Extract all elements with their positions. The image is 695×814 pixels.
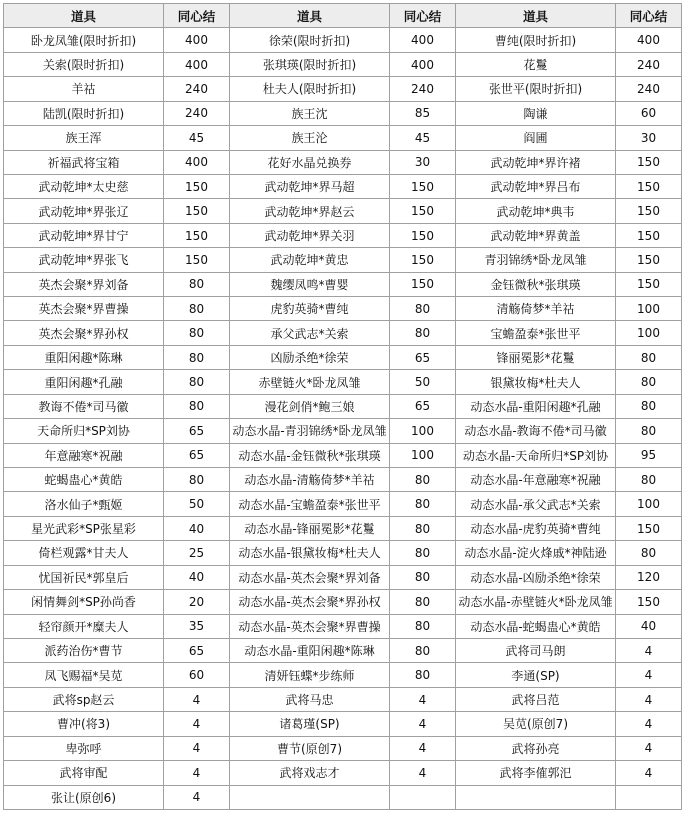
item-value-cell: 150 bbox=[164, 199, 230, 223]
item-value-cell: 4 bbox=[390, 712, 456, 736]
item-value-cell: 4 bbox=[164, 712, 230, 736]
item-name-cell: 张让(原创6) bbox=[4, 785, 164, 809]
item-name-cell: 武将李傕郭汜 bbox=[456, 761, 616, 785]
item-name-cell: 宝蟾盈泰*张世平 bbox=[456, 321, 616, 345]
item-name-cell: 倚栏观露*甘夫人 bbox=[4, 541, 164, 565]
item-name-cell: 武动乾坤*界黄盖 bbox=[456, 223, 616, 247]
item-value-cell: 150 bbox=[164, 223, 230, 247]
header-item-col-2: 道具 bbox=[230, 4, 390, 28]
item-name-cell: 英杰会聚*界曹操 bbox=[4, 297, 164, 321]
table-row bbox=[4, 101, 682, 125]
item-value-cell: 65 bbox=[390, 394, 456, 418]
item-name-cell: 武将审配 bbox=[4, 761, 164, 785]
item-name-cell: 花鬘 bbox=[456, 52, 616, 76]
table-row bbox=[4, 687, 682, 711]
item-name-cell: 吴苋(原创7) bbox=[456, 712, 616, 736]
item-value-cell: 150 bbox=[616, 223, 682, 247]
item-value-cell: 100 bbox=[616, 321, 682, 345]
item-value-cell: 65 bbox=[164, 419, 230, 443]
item-name-cell: 承父武志*关索 bbox=[230, 321, 390, 345]
item-value-cell: 400 bbox=[390, 52, 456, 76]
item-value-cell: 150 bbox=[390, 174, 456, 198]
header-value-col-3: 同心结 bbox=[616, 4, 682, 28]
item-value-cell: 240 bbox=[390, 77, 456, 101]
item-value-cell: 80 bbox=[390, 614, 456, 638]
item-name-cell: 虎豹英骑*曹纯 bbox=[230, 297, 390, 321]
header-item-col-3: 道具 bbox=[456, 4, 616, 28]
header-value-col-1: 同心结 bbox=[164, 4, 230, 28]
item-name-cell: 忧国祈民*郭皇后 bbox=[4, 565, 164, 589]
item-value-cell: 80 bbox=[390, 468, 456, 492]
item-name-cell: 陆凯(限时折扣) bbox=[4, 101, 164, 125]
item-value-cell: 150 bbox=[390, 199, 456, 223]
item-name-cell: 年意融寒*祝融 bbox=[4, 443, 164, 467]
item-value-cell: 50 bbox=[390, 370, 456, 394]
item-name-cell: 武将戏志才 bbox=[230, 761, 390, 785]
item-name-cell: 武动乾坤*界赵云 bbox=[230, 199, 390, 223]
item-value-cell: 30 bbox=[616, 126, 682, 150]
item-name-cell: 蛇蝎蛊心*黄皓 bbox=[4, 468, 164, 492]
item-name-cell: 祈福武将宝箱 bbox=[4, 150, 164, 174]
item-name-cell: 陶谦 bbox=[456, 101, 616, 125]
item-name-cell: 凤飞赐福*吴苋 bbox=[4, 663, 164, 687]
table-row bbox=[4, 394, 682, 418]
table-row bbox=[4, 785, 682, 809]
item-name-cell: 武将sp赵云 bbox=[4, 687, 164, 711]
item-value-cell: 150 bbox=[616, 174, 682, 198]
table-header-row bbox=[4, 4, 682, 28]
item-value-cell: 25 bbox=[164, 541, 230, 565]
item-name-cell: 派药治伤*曹节 bbox=[4, 638, 164, 662]
table-row bbox=[4, 638, 682, 662]
item-value-cell: 80 bbox=[390, 516, 456, 540]
item-name-cell: 武动乾坤*界张辽 bbox=[4, 199, 164, 223]
item-value-cell: 20 bbox=[164, 590, 230, 614]
item-value-cell: 150 bbox=[390, 272, 456, 296]
item-name-cell: 闲情舞剑*SP孙尚香 bbox=[4, 590, 164, 614]
item-name-cell: 武动乾坤*界许褚 bbox=[456, 150, 616, 174]
item-value-cell: 120 bbox=[616, 565, 682, 589]
item-name-cell: 族王沦 bbox=[230, 126, 390, 150]
item-value-cell: 240 bbox=[616, 52, 682, 76]
item-name-cell: 凶励杀绝*徐荣 bbox=[230, 345, 390, 369]
table-row bbox=[4, 712, 682, 736]
item-value-cell: 80 bbox=[390, 663, 456, 687]
item-name-cell: 动态水晶-清觞倚梦*羊祜 bbox=[230, 468, 390, 492]
item-name-cell: 武动乾坤*界张飞 bbox=[4, 248, 164, 272]
item-name-cell: 族王浑 bbox=[4, 126, 164, 150]
item-table-container bbox=[3, 3, 682, 810]
item-value-cell: 80 bbox=[390, 321, 456, 345]
item-name-cell: 动态水晶-赤壁链火*卧龙凤雏 bbox=[456, 590, 616, 614]
item-value-cell: 65 bbox=[164, 443, 230, 467]
item-name-cell: 武动乾坤*太史慈 bbox=[4, 174, 164, 198]
item-value-cell: 80 bbox=[616, 419, 682, 443]
item-name-cell: 武将司马朗 bbox=[456, 638, 616, 662]
item-value-cell: 4 bbox=[616, 663, 682, 687]
item-value-cell: 400 bbox=[164, 52, 230, 76]
table-row bbox=[4, 761, 682, 785]
table-row bbox=[4, 516, 682, 540]
item-name-cell: 张世平(限时折扣) bbox=[456, 77, 616, 101]
item-name-cell: 英杰会聚*界刘备 bbox=[4, 272, 164, 296]
item-value-cell: 4 bbox=[164, 736, 230, 760]
item-name-cell: 动态水晶-宝蟾盈泰*张世平 bbox=[230, 492, 390, 516]
table-row bbox=[4, 150, 682, 174]
item-name-cell: 武将吕范 bbox=[456, 687, 616, 711]
item-value-cell: 80 bbox=[164, 272, 230, 296]
table-row bbox=[4, 77, 682, 101]
item-name-cell: 动态水晶-重阳闲趣*孔融 bbox=[456, 394, 616, 418]
item-value-cell: 65 bbox=[390, 345, 456, 369]
item-name-cell: 李通(SP) bbox=[456, 663, 616, 687]
item-name-cell: 曹冲(将3) bbox=[4, 712, 164, 736]
item-value-cell bbox=[390, 785, 456, 809]
item-name-cell: 花好水晶兑换券 bbox=[230, 150, 390, 174]
item-name-cell: 动态水晶-淀火烽戚*神陆逊 bbox=[456, 541, 616, 565]
item-name-cell: 清妍钰蝶*步练师 bbox=[230, 663, 390, 687]
item-value-cell: 150 bbox=[164, 174, 230, 198]
item-name-cell: 洛水仙子*甄姬 bbox=[4, 492, 164, 516]
item-name-cell: 诸葛瑾(SP) bbox=[230, 712, 390, 736]
table-row bbox=[4, 492, 682, 516]
table-row bbox=[4, 345, 682, 369]
item-name-cell: 动态水晶-蛇蝎蛊心*黄皓 bbox=[456, 614, 616, 638]
table-row bbox=[4, 614, 682, 638]
item-value-cell: 80 bbox=[616, 370, 682, 394]
item-name-cell: 魏缨凤鸣*曹婴 bbox=[230, 272, 390, 296]
item-value-cell: 40 bbox=[164, 565, 230, 589]
item-value-cell: 80 bbox=[390, 638, 456, 662]
item-name-cell: 轻帘颜开*糜夫人 bbox=[4, 614, 164, 638]
item-name-cell: 动态水晶-锋丽冕影*花鬘 bbox=[230, 516, 390, 540]
item-name-cell: 武将马忠 bbox=[230, 687, 390, 711]
item-value-cell: 4 bbox=[616, 638, 682, 662]
item-name-cell: 动态水晶-天命所归*SP刘协 bbox=[456, 443, 616, 467]
item-name-cell: 动态水晶-银黛妆梅*杜夫人 bbox=[230, 541, 390, 565]
header-value-col-2: 同心结 bbox=[390, 4, 456, 28]
item-name-cell: 动态水晶-凶励杀绝*徐荣 bbox=[456, 565, 616, 589]
item-name-cell: 族王沈 bbox=[230, 101, 390, 125]
table-row bbox=[4, 736, 682, 760]
item-value-cell: 4 bbox=[164, 761, 230, 785]
table-row bbox=[4, 126, 682, 150]
item-value-cell: 80 bbox=[390, 565, 456, 589]
item-name-cell: 武动乾坤*典韦 bbox=[456, 199, 616, 223]
item-name-cell: 青羽锦绣*卧龙凤雏 bbox=[456, 248, 616, 272]
item-value-cell: 45 bbox=[390, 126, 456, 150]
item-name-cell: 卧龙凤雏(限时折扣) bbox=[4, 28, 164, 52]
item-name-cell: 动态水晶-教诲不倦*司马徽 bbox=[456, 419, 616, 443]
table-row bbox=[4, 541, 682, 565]
item-value-cell: 80 bbox=[616, 468, 682, 492]
table-row bbox=[4, 590, 682, 614]
item-name-cell: 武动乾坤*界甘宁 bbox=[4, 223, 164, 247]
item-value-cell: 80 bbox=[390, 590, 456, 614]
item-value-cell: 80 bbox=[164, 394, 230, 418]
item-name-cell: 动态水晶-承父武志*关索 bbox=[456, 492, 616, 516]
item-value-table bbox=[3, 3, 682, 810]
item-value-cell: 4 bbox=[616, 736, 682, 760]
table-row bbox=[4, 468, 682, 492]
item-name-cell: 关索(限时折扣) bbox=[4, 52, 164, 76]
table-row bbox=[4, 419, 682, 443]
item-value-cell: 80 bbox=[390, 541, 456, 565]
item-name-cell: 曹节(原创7) bbox=[230, 736, 390, 760]
item-value-cell: 40 bbox=[164, 516, 230, 540]
item-value-cell: 4 bbox=[616, 687, 682, 711]
table-row bbox=[4, 174, 682, 198]
item-value-cell: 45 bbox=[164, 126, 230, 150]
item-name-cell: 动态水晶-虎豹英骑*曹纯 bbox=[456, 516, 616, 540]
item-name-cell: 金钰微秋*张琪瑛 bbox=[456, 272, 616, 296]
item-name-cell: 武动乾坤*界吕布 bbox=[456, 174, 616, 198]
item-name-cell: 银黛妆梅*杜夫人 bbox=[456, 370, 616, 394]
item-name-cell bbox=[230, 785, 390, 809]
item-value-cell: 100 bbox=[616, 297, 682, 321]
item-value-cell: 240 bbox=[164, 101, 230, 125]
item-name-cell: 清觞倚梦*羊祜 bbox=[456, 297, 616, 321]
item-value-cell: 150 bbox=[616, 272, 682, 296]
item-name-cell: 动态水晶-重阳闲趣*陈琳 bbox=[230, 638, 390, 662]
item-value-cell: 80 bbox=[616, 394, 682, 418]
item-name-cell: 武动乾坤*界关羽 bbox=[230, 223, 390, 247]
item-value-cell: 4 bbox=[390, 736, 456, 760]
item-name-cell: 星光武彩*SP张星彩 bbox=[4, 516, 164, 540]
item-name-cell: 动态水晶-青羽锦绣*卧龙凤雏 bbox=[230, 419, 390, 443]
item-name-cell: 武动乾坤*黄忠 bbox=[230, 248, 390, 272]
item-value-cell: 80 bbox=[164, 321, 230, 345]
table-row bbox=[4, 223, 682, 247]
header-item-col-1: 道具 bbox=[4, 4, 164, 28]
item-name-cell: 羊祜 bbox=[4, 77, 164, 101]
item-value-cell: 60 bbox=[164, 663, 230, 687]
item-value-cell: 240 bbox=[164, 77, 230, 101]
item-value-cell: 4 bbox=[616, 761, 682, 785]
item-name-cell: 漫花剑俏*鲍三娘 bbox=[230, 394, 390, 418]
item-name-cell: 动态水晶-英杰会聚*界刘备 bbox=[230, 565, 390, 589]
item-value-cell: 80 bbox=[164, 370, 230, 394]
item-name-cell: 张琪瑛(限时折扣) bbox=[230, 52, 390, 76]
item-value-cell: 40 bbox=[616, 614, 682, 638]
item-name-cell: 阎圃 bbox=[456, 126, 616, 150]
item-name-cell: 徐荣(限时折扣) bbox=[230, 28, 390, 52]
item-value-cell: 4 bbox=[164, 687, 230, 711]
item-value-cell: 100 bbox=[616, 492, 682, 516]
item-value-cell: 150 bbox=[616, 590, 682, 614]
item-value-cell: 60 bbox=[616, 101, 682, 125]
item-value-cell: 150 bbox=[164, 248, 230, 272]
item-name-cell: 动态水晶-英杰会聚*界曹操 bbox=[230, 614, 390, 638]
item-value-cell: 65 bbox=[164, 638, 230, 662]
item-value-cell: 85 bbox=[390, 101, 456, 125]
table-row bbox=[4, 443, 682, 467]
item-name-cell: 英杰会聚*界孙权 bbox=[4, 321, 164, 345]
item-value-cell: 30 bbox=[390, 150, 456, 174]
item-value-cell: 150 bbox=[616, 248, 682, 272]
item-value-cell: 400 bbox=[164, 28, 230, 52]
item-value-cell: 400 bbox=[390, 28, 456, 52]
table-row bbox=[4, 663, 682, 687]
item-value-cell: 80 bbox=[164, 468, 230, 492]
item-value-cell: 80 bbox=[616, 541, 682, 565]
item-value-cell: 150 bbox=[390, 248, 456, 272]
item-value-cell: 80 bbox=[164, 345, 230, 369]
item-value-cell: 400 bbox=[616, 28, 682, 52]
table-row bbox=[4, 28, 682, 52]
item-name-cell: 动态水晶-金钰微秋*张琪瑛 bbox=[230, 443, 390, 467]
item-value-cell: 95 bbox=[616, 443, 682, 467]
table-row bbox=[4, 199, 682, 223]
table-row bbox=[4, 297, 682, 321]
table-row bbox=[4, 272, 682, 296]
item-value-cell: 4 bbox=[616, 712, 682, 736]
item-value-cell: 4 bbox=[390, 687, 456, 711]
item-value-cell: 4 bbox=[164, 785, 230, 809]
item-value-cell: 80 bbox=[616, 345, 682, 369]
table-row bbox=[4, 52, 682, 76]
item-value-cell: 4 bbox=[390, 761, 456, 785]
item-value-cell: 80 bbox=[164, 297, 230, 321]
item-name-cell bbox=[456, 785, 616, 809]
item-value-cell: 150 bbox=[616, 199, 682, 223]
item-name-cell: 卑弥呼 bbox=[4, 736, 164, 760]
item-value-cell: 240 bbox=[616, 77, 682, 101]
item-value-cell: 400 bbox=[164, 150, 230, 174]
item-name-cell: 重阳闲趣*陈琳 bbox=[4, 345, 164, 369]
item-name-cell: 赤壁链火*卧龙凤雏 bbox=[230, 370, 390, 394]
item-value-cell: 100 bbox=[390, 443, 456, 467]
item-name-cell: 动态水晶-英杰会聚*界孙权 bbox=[230, 590, 390, 614]
item-name-cell: 天命所归*SP刘协 bbox=[4, 419, 164, 443]
item-value-cell: 150 bbox=[616, 150, 682, 174]
item-name-cell: 重阳闲趣*孔融 bbox=[4, 370, 164, 394]
table-row bbox=[4, 370, 682, 394]
item-name-cell: 教诲不倦*司马徽 bbox=[4, 394, 164, 418]
item-name-cell: 武动乾坤*界马超 bbox=[230, 174, 390, 198]
item-value-cell: 100 bbox=[390, 419, 456, 443]
item-value-cell: 80 bbox=[390, 492, 456, 516]
table-row bbox=[4, 248, 682, 272]
item-name-cell: 武将孙亮 bbox=[456, 736, 616, 760]
table-row bbox=[4, 321, 682, 345]
item-value-cell: 150 bbox=[390, 223, 456, 247]
item-name-cell: 曹纯(限时折扣) bbox=[456, 28, 616, 52]
item-name-cell: 锋丽冕影*花鬘 bbox=[456, 345, 616, 369]
item-name-cell: 杜夫人(限时折扣) bbox=[230, 77, 390, 101]
item-name-cell: 动态水晶-年意融寒*祝融 bbox=[456, 468, 616, 492]
item-value-cell: 50 bbox=[164, 492, 230, 516]
item-value-cell bbox=[616, 785, 682, 809]
item-value-cell: 35 bbox=[164, 614, 230, 638]
table-row bbox=[4, 565, 682, 589]
item-value-cell: 150 bbox=[616, 516, 682, 540]
item-value-cell: 80 bbox=[390, 297, 456, 321]
